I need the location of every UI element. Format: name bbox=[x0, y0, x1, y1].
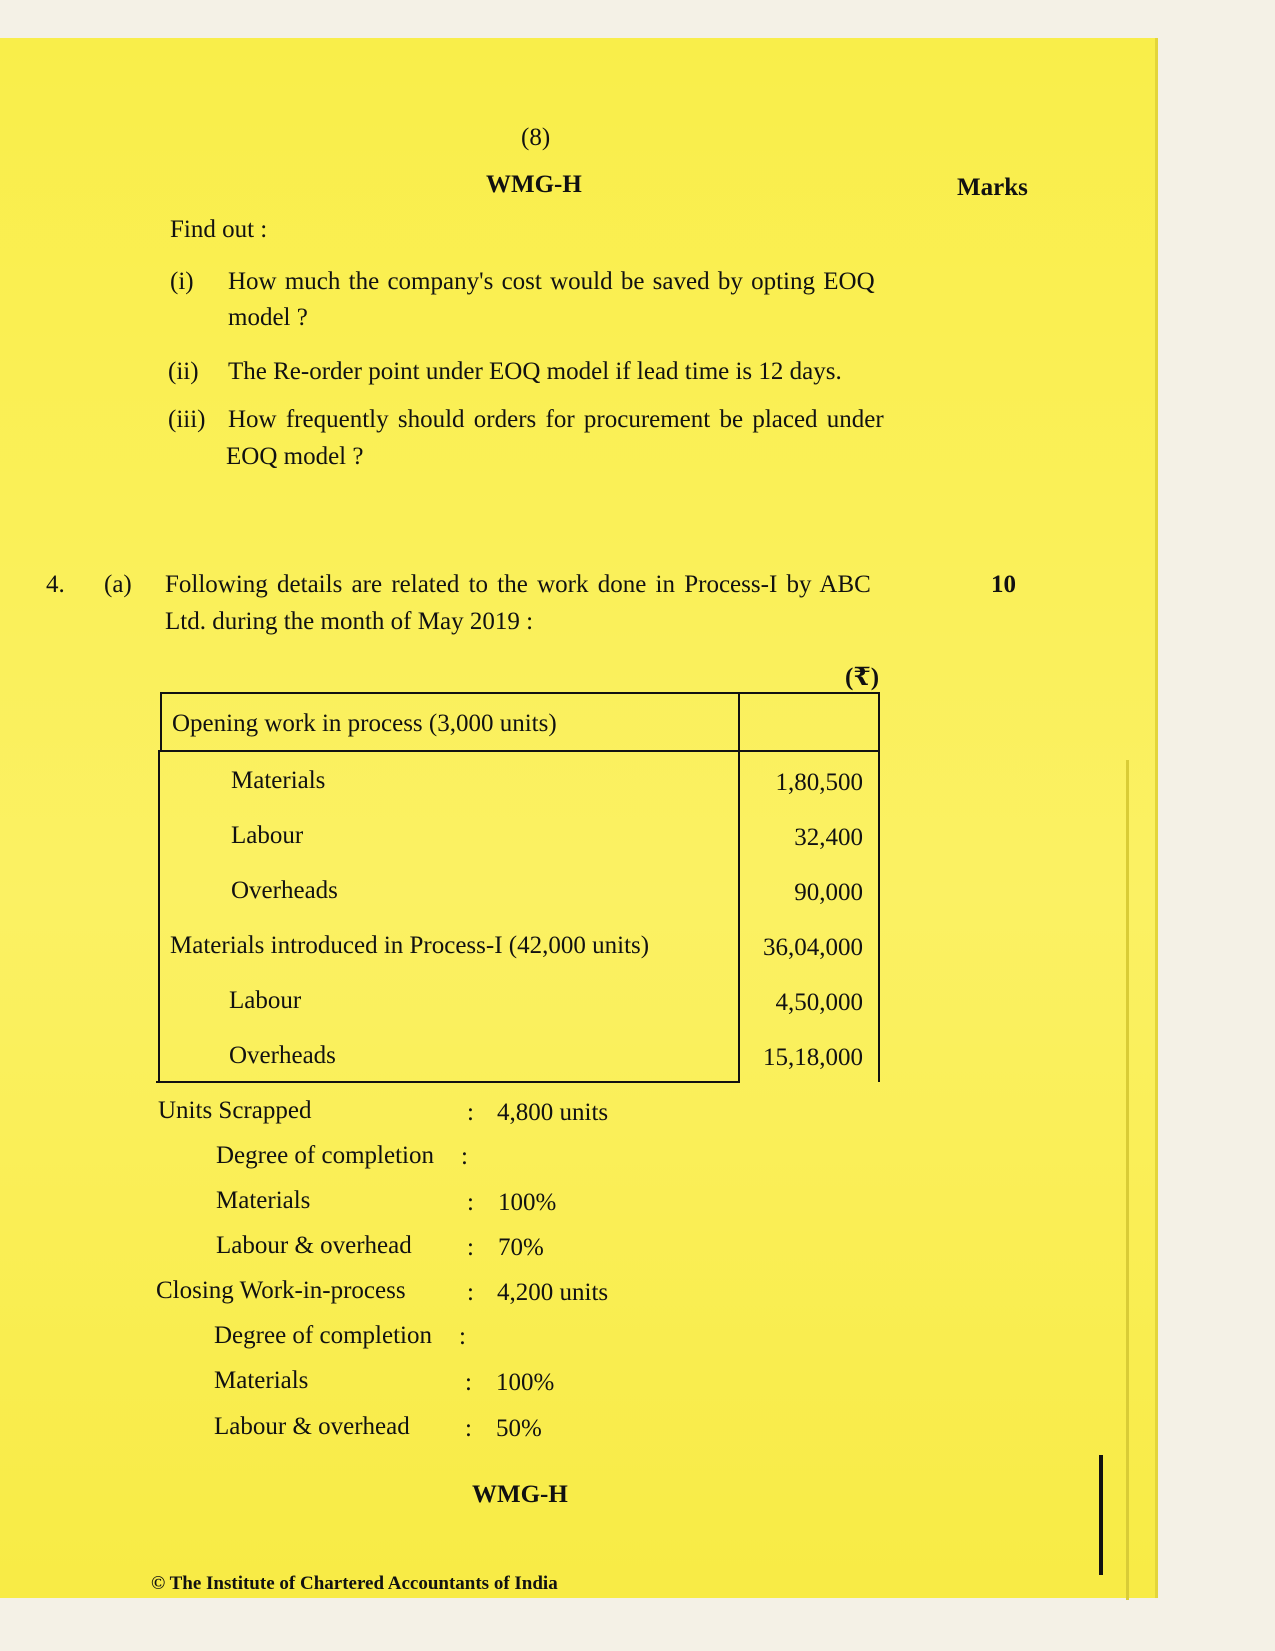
find-out-item-text: How much the company's cost would be saved by opting EOQ bbox=[228, 268, 875, 295]
detail-separator: : bbox=[467, 1279, 474, 1306]
detail-label: Degree of completion bbox=[214, 1322, 432, 1349]
table-row-value: 15,18,000 bbox=[763, 1044, 863, 1071]
question-text: Ltd. during the month of May 2019 : bbox=[165, 608, 534, 635]
detail-label: Labour & overhead bbox=[214, 1413, 410, 1440]
table-border bbox=[160, 692, 880, 694]
detail-value: 50% bbox=[496, 1415, 542, 1442]
find-out-item-text: model ? bbox=[228, 304, 308, 331]
table-row-value: 90,000 bbox=[794, 879, 863, 906]
page-edge bbox=[1155, 38, 1158, 1598]
table-border bbox=[878, 692, 880, 1082]
detail-value: 70% bbox=[498, 1234, 544, 1261]
page-fold-edge bbox=[1126, 760, 1129, 1600]
table-border bbox=[156, 1081, 738, 1083]
table-row-label: Labour bbox=[231, 822, 304, 849]
detail-value: 100% bbox=[496, 1369, 555, 1396]
find-out-item-number: (ii) bbox=[168, 358, 199, 385]
find-out-item-text: How frequently should orders for procurement be placed under bbox=[228, 406, 884, 433]
detail-label: Labour & overhead bbox=[216, 1232, 412, 1259]
find-out-item-text: The Re-order point under EOQ model if lead time is 12 days. bbox=[228, 358, 842, 385]
table-row-label: Labour bbox=[229, 987, 302, 1014]
detail-separator: : bbox=[467, 1099, 474, 1126]
find-out-item-number: (i) bbox=[170, 268, 194, 295]
detail-separator: : bbox=[465, 1415, 472, 1442]
paper-code-header: WMG-H bbox=[486, 171, 582, 198]
detail-label: Materials bbox=[214, 1367, 309, 1394]
find-out-item-number: (iii) bbox=[168, 406, 206, 433]
detail-label: Degree of completion bbox=[216, 1142, 434, 1169]
find-out-heading: Find out : bbox=[170, 216, 268, 243]
table-row-label: Overheads bbox=[231, 877, 338, 904]
table-border bbox=[160, 750, 880, 752]
detail-label: Units Scrapped bbox=[158, 1097, 312, 1124]
detail-separator: : bbox=[467, 1189, 474, 1216]
copyright-notice: © The Institute of Chartered Accountants of India bbox=[151, 1573, 558, 1594]
question-text: Following details are related to the work done in Process-I by ABC bbox=[165, 571, 871, 598]
detail-separator: : bbox=[459, 1323, 466, 1350]
detail-label: Materials bbox=[216, 1187, 311, 1214]
table-row-value: 4,50,000 bbox=[775, 989, 863, 1016]
detail-separator: : bbox=[465, 1369, 472, 1396]
table-row-value: 1,80,500 bbox=[775, 769, 863, 796]
marks-column-label: Marks bbox=[957, 174, 1028, 201]
paper-code-footer: WMG-H bbox=[472, 1481, 568, 1508]
table-border bbox=[160, 692, 162, 752]
table-border bbox=[738, 692, 740, 1083]
table-row-value: 32,400 bbox=[794, 824, 863, 851]
table-row-label: Overheads bbox=[229, 1042, 336, 1069]
detail-label: Closing Work-in-process bbox=[156, 1277, 406, 1304]
question-part: (a) bbox=[104, 571, 132, 598]
table-row-label: Materials introduced in Process-I (42,000 units) bbox=[170, 932, 650, 959]
currency-header: (₹) bbox=[845, 664, 880, 691]
detail-value: 100% bbox=[498, 1189, 557, 1216]
question-marks: 10 bbox=[991, 571, 1016, 598]
table-row-value: 36,04,000 bbox=[763, 934, 863, 961]
detail-separator: : bbox=[461, 1143, 468, 1170]
find-out-item-text: EOQ model ? bbox=[226, 443, 364, 470]
detail-value: 4,200 units bbox=[497, 1279, 609, 1306]
table-border bbox=[158, 750, 160, 1083]
question-number: 4. bbox=[46, 571, 65, 598]
table-header-row: Opening work in process (3,000 units) bbox=[172, 710, 557, 737]
page-number: (8) bbox=[521, 124, 551, 151]
detail-separator: : bbox=[467, 1234, 474, 1261]
detail-value: 4,800 units bbox=[497, 1099, 609, 1126]
margin-bar bbox=[1099, 1455, 1103, 1575]
table-row-label: Materials bbox=[231, 767, 326, 794]
